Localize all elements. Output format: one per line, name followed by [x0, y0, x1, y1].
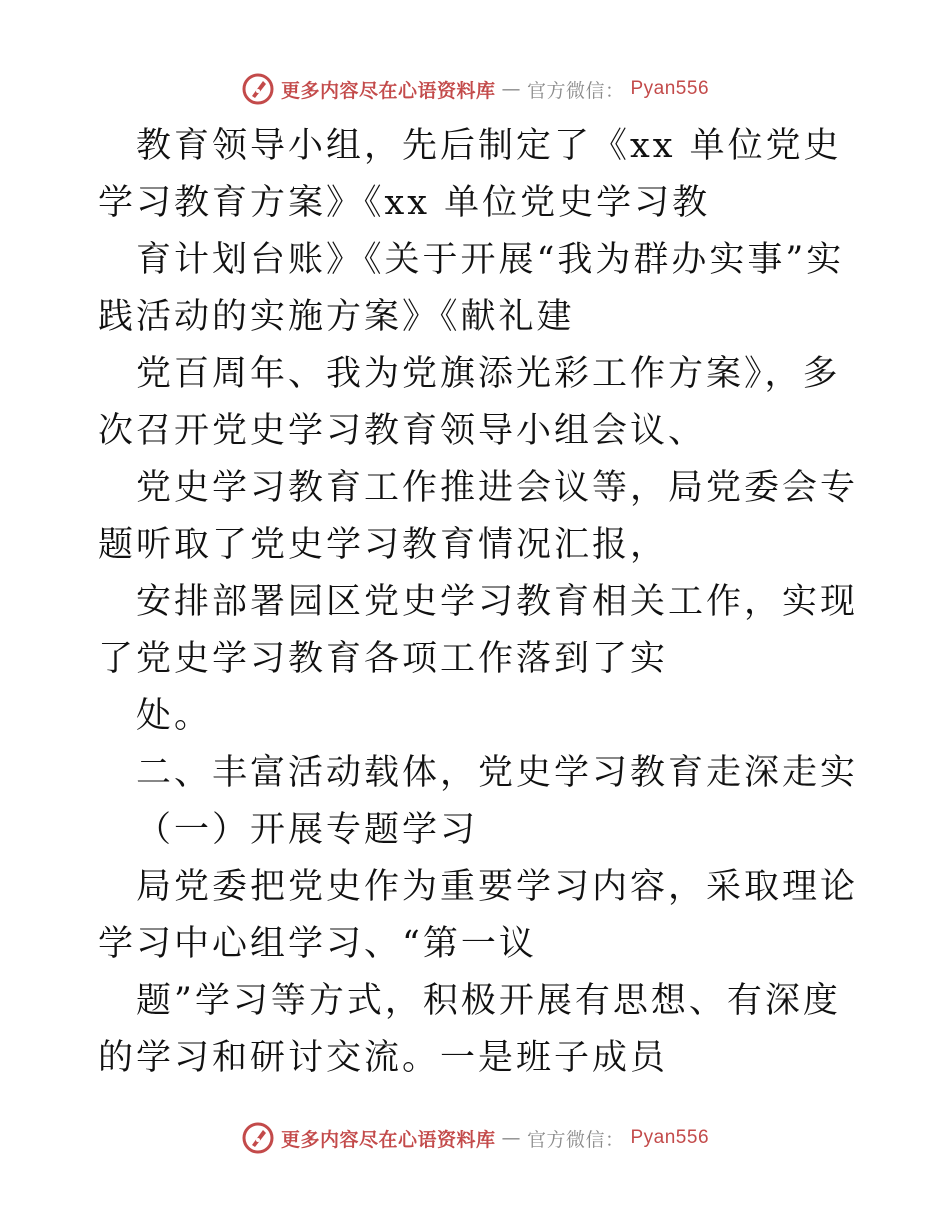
footer-watermark: [0, 1120, 950, 1156]
document-body: [98, 118, 858, 1087]
watermark-label: 官方微信：: [526, 1128, 625, 1151]
paragraph: 局党委把党史作为重要学习内容，采取理论学习中心组学习、“第一议: [98, 867, 859, 964]
watermark-label: 官方微信：: [526, 79, 625, 102]
paragraph: 处。: [136, 696, 213, 736]
subsection-heading: （一）开展专题学习: [136, 810, 479, 850]
paragraph: 安排部署园区党史学习教育相关工作，实现了党史学习教育各项工作落到了实: [98, 582, 859, 679]
paragraph: 题”学习等方式，积极开展有思想、有深度的学习和研讨交流。一是班子成员: [98, 981, 841, 1078]
watermark-id: Pyan556: [630, 78, 710, 99]
watermark-main-text: 更多内容尽在心语资料库: [280, 1128, 496, 1151]
paragraph: 教育领导小组，先后制定了《xx 单位党史学习教育方案》《xx 单位党史学习教: [98, 126, 842, 223]
watermark-main-text: 更多内容尽在心语资料库: [280, 79, 496, 102]
paragraph: 育计划台账》《关于开展“我为群办实事”实践活动的实施方案》《献礼建: [98, 240, 845, 337]
paragraph: 党百周年、我为党旗添光彩工作方案》，多次召开党史学习教育领导小组会议、: [98, 354, 841, 451]
paragraph: 党史学习教育工作推进会议等，局党委会专题听取了党史学习教育情况汇报，: [98, 468, 859, 565]
watermark-dash: —: [501, 78, 521, 100]
pen-nib-circle-icon: [241, 72, 275, 106]
watermark-dash: —: [501, 1127, 521, 1149]
pen-nib-circle-icon: [241, 1121, 275, 1155]
section-heading: 二、丰富活动载体，党史学习教育走深走实: [136, 753, 859, 793]
header-watermark: [0, 71, 950, 107]
watermark-id: Pyan556: [630, 1127, 710, 1148]
